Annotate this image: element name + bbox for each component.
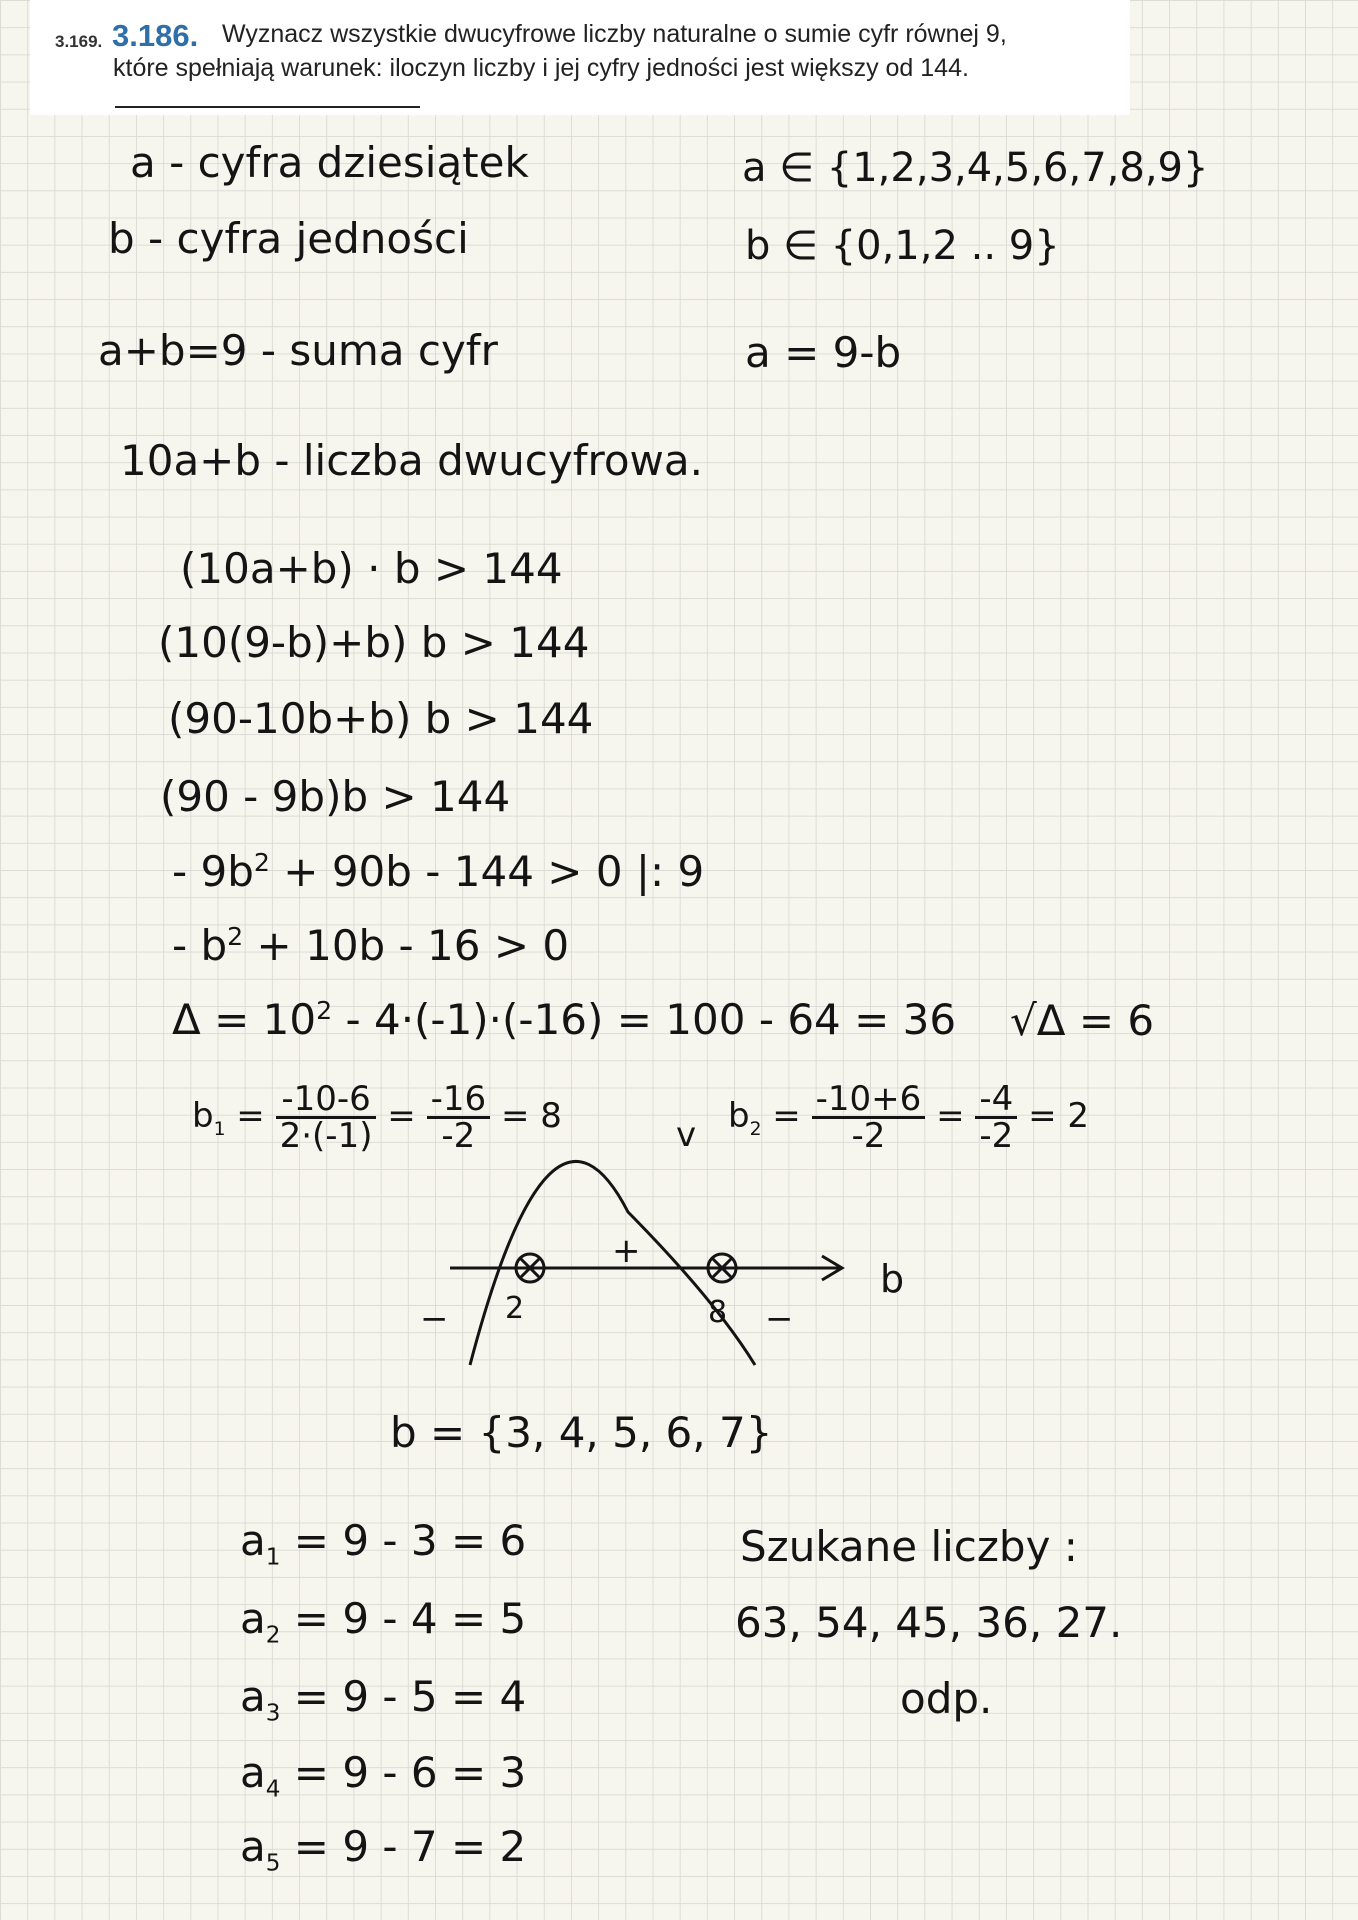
task-text-line-1: Wyznacz wszystkie dwucyfrowe liczby naturalne o sumie cyfr równej 9, [222, 20, 1007, 48]
a-value-2: $a_2 = 9 - 4 = 5$ [240, 1594, 527, 1649]
a-value-4: $a_4 = 9 - 6 = 3$ [240, 1748, 527, 1803]
step-2: (10(9-b)+b) b > 144 [158, 618, 590, 667]
sign-minus-left: − [420, 1299, 449, 1339]
step-1: (10a+b) · b > 144 [180, 544, 563, 593]
task-number: 3.186. [112, 18, 199, 53]
a-value-1: $a_1 = 9 - 3 = 6$ [240, 1516, 527, 1571]
a-value-3: $a_3 = 9 - 5 = 4$ [240, 1672, 527, 1727]
b-solution-set: b = {3, 4, 5, 6, 7} [390, 1408, 773, 1457]
delta-calculation: $\Delta = 10^2 - 4\cdot(-1)\cdot(-16) = 100 - 64 = 36$ [172, 995, 957, 1044]
root-b1: $b_1$ = $\frac{-10-6}{2\cdot(-1)}$ = $\frac{-16}{-2}$ = 8 [192, 1079, 562, 1156]
a-value-5: $a_5 = 9 - 7 = 2$ [240, 1822, 527, 1877]
step-3: (90-10b+b) b > 144 [168, 694, 594, 743]
task-text-line-2: które spełniają warunek: iloczyn liczby i jej cyfry jedności jest większy od 144. [113, 54, 969, 82]
old-task-number: 3.169. [55, 32, 103, 51]
note-b-set: b ∈ {0,1,2 .. 9} [745, 223, 1060, 269]
root-label-2: 2 [505, 1291, 525, 1326]
step-6: - $b^2 + 10b - 16 > 0$ [172, 921, 570, 970]
sign-minus-right: − [765, 1299, 794, 1339]
note-b-definition: b - cyfra jedności [108, 214, 469, 263]
axis-label: b [880, 1257, 905, 1301]
sign-plus: + [612, 1231, 641, 1271]
root-label-8: 8 [708, 1295, 728, 1330]
note-a-definition: a - cyfra dziesiątek [130, 138, 529, 187]
note-a-set: a ∈ {1,2,3,4,5,6,7,8,9} [742, 145, 1209, 191]
root-b2: $b_2$ = $\frac{-10+6}{-2}$ = $\frac{-4}{-2}$ = 2 [728, 1079, 1090, 1156]
or-symbol: v [676, 1115, 697, 1155]
answer-odp: odp. [900, 1674, 993, 1723]
note-digit-sum: a+b=9 - suma cyfr [98, 326, 498, 375]
step-4: (90 - 9b)b > 144 [160, 772, 511, 821]
answer-values: 63, 54, 45, 36, 27. [735, 1598, 1123, 1647]
sqrt-delta: √Δ = 6 [1010, 996, 1155, 1045]
note-number-definition: 10a+b - liczba dwucyfrowa. [120, 436, 703, 485]
answer-label: Szukane liczby : [740, 1522, 1078, 1571]
step-5: - $9b^2 + 90b - 144 > 0$ |: 9 [172, 847, 705, 896]
note-a-expression: a = 9-b [745, 328, 902, 377]
